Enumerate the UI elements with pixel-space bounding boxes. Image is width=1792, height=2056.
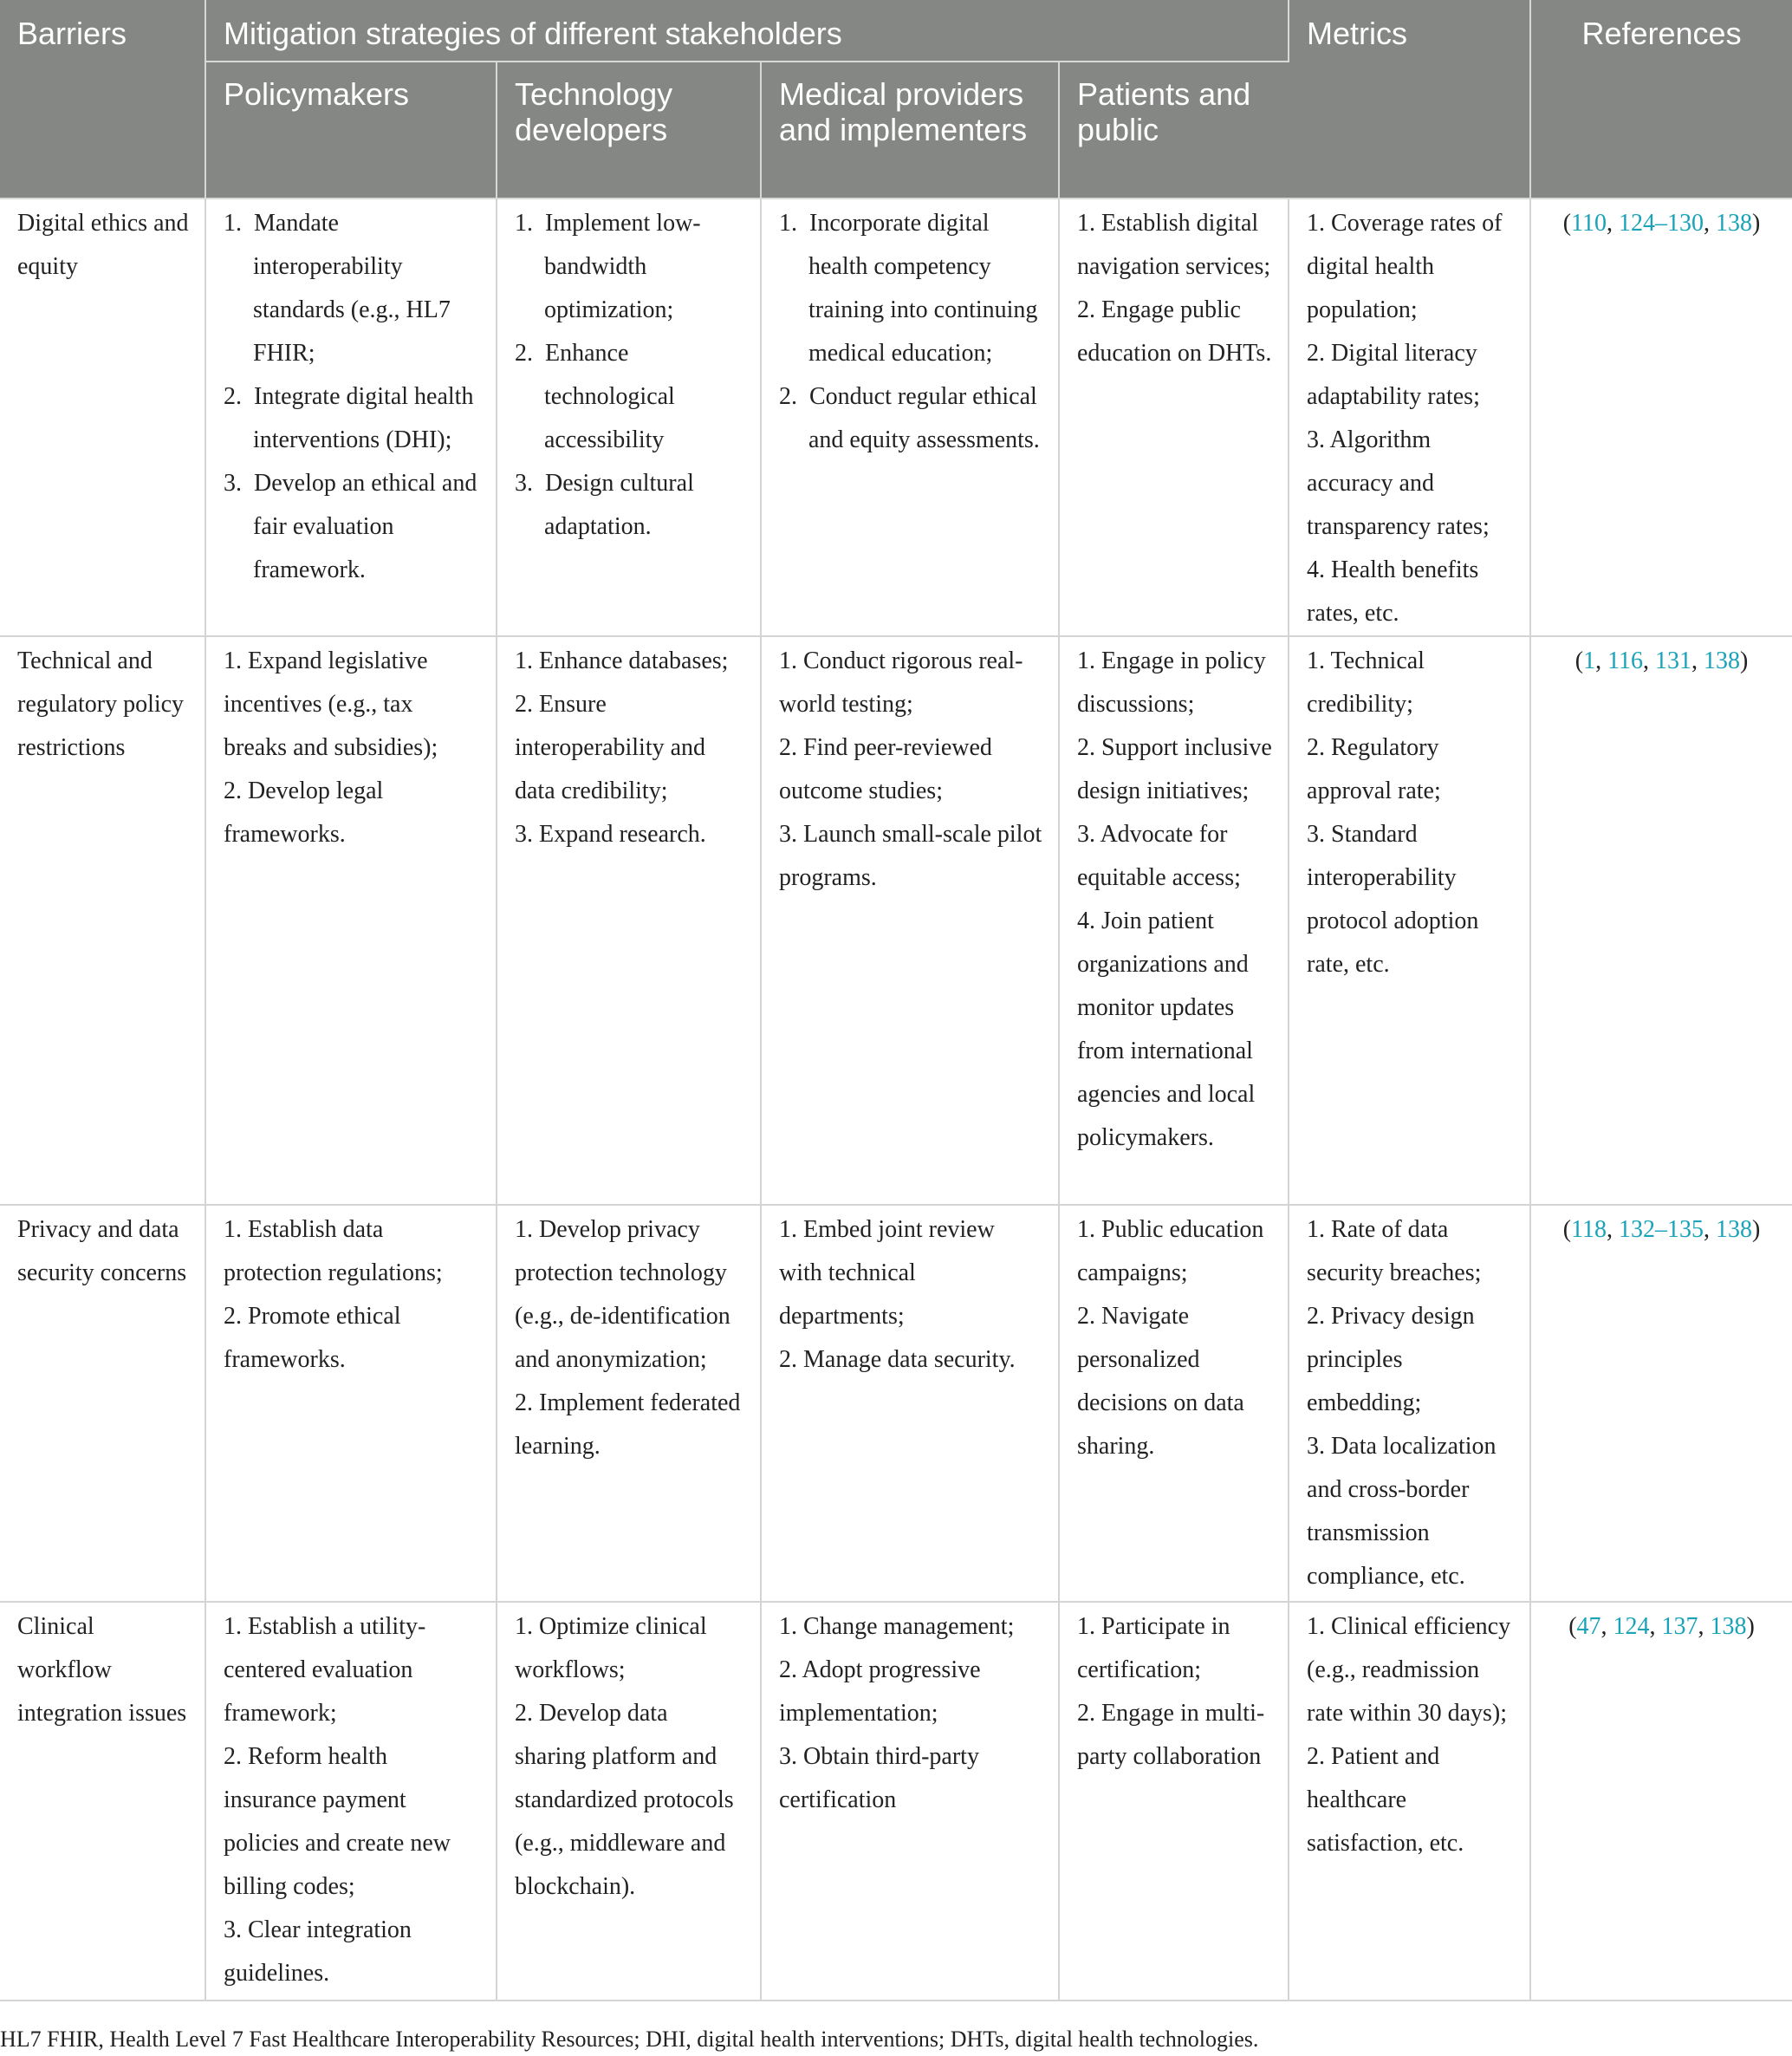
developers-list — [515, 1605, 744, 1909]
barrier-cell: Technical and regulatory policy restrictions — [0, 636, 205, 1205]
ref-separator: , — [1691, 647, 1704, 674]
patients-cell — [1059, 1205, 1289, 1602]
list-item: 2. Reform health insurance payment policies and create new billing codes; — [224, 1743, 451, 1900]
list-item: 1. Incorporate digital health competency training into continuing medical education; — [779, 210, 1038, 367]
policymakers-list — [224, 640, 480, 856]
developers-list — [515, 640, 744, 856]
ref-close-paren: ) — [1752, 1216, 1761, 1243]
list-item: 2. Adopt progressive implementation; — [779, 1656, 981, 1727]
ref-open-paren: ( — [1562, 1216, 1572, 1243]
list-item: 1. Expand legislative incentives (e.g., tax breaks and subsidies); — [224, 647, 438, 761]
list-item: 1. Mandate interoperability standards (e.g., HL7 FHIR; — [224, 210, 451, 367]
list-item: 2. Implement federated learning. — [515, 1389, 741, 1460]
references-cell — [1530, 636, 1792, 1205]
references-cell — [1530, 1602, 1792, 2001]
list-item: 2. Ensure interoperability and data credibility; — [515, 691, 706, 804]
list-item: 1. Clinical efficiency (e.g., readmission rate within 30 days); — [1307, 1613, 1511, 1727]
list-item: 1. Conduct rigorous real-world testing; — [779, 647, 1023, 718]
patients-list — [1077, 1208, 1272, 1468]
ref-separator: , — [1595, 647, 1608, 674]
list-item: 4. Join patient organizations and monitor updates from international agencies and local policymakers. — [1077, 908, 1256, 1151]
list-item: 3. Design cultural adaptation. — [515, 470, 694, 540]
list-item: 2. Develop data sharing platform and standardized protocols (e.g., middleware and blockchain). — [515, 1700, 734, 1900]
developers-list — [515, 1208, 744, 1468]
list-item: 2. Manage data security. — [779, 1346, 1016, 1373]
list-item: 2. Enhance technological accessibility — [515, 340, 675, 453]
developers-cell — [497, 1602, 761, 2001]
ref-separator: , — [1704, 1216, 1717, 1243]
references-cell — [1530, 1205, 1792, 1602]
list-item: 1. Embed joint review with technical departments; — [779, 1216, 995, 1330]
providers-cell — [761, 1205, 1059, 1602]
table-footnote: HL7 FHIR, Health Level 7 Fast Healthcare Interoperability Resources; DHI, digital health interventions; DHTs, digital health technologies. — [0, 2027, 1259, 2052]
table-header — [0, 0, 1792, 198]
metrics-list — [1307, 1208, 1514, 1598]
policymakers-cell — [205, 1602, 497, 2001]
header-mitigation-strategies: Mitigation strategies of different stakeholders — [205, 0, 1289, 62]
patients-list — [1077, 202, 1272, 375]
list-item: 1. Coverage rates of digital health population; — [1307, 210, 1503, 323]
list-item: 2. Integrate digital health interventions (DHI); — [224, 383, 474, 453]
ref-open-paren: ( — [1568, 1613, 1577, 1640]
list-item: 2. Regulatory approval rate; — [1307, 734, 1441, 804]
providers-list — [779, 640, 1042, 900]
developers-cell — [497, 1205, 761, 1602]
list-item: 3. Expand research. — [515, 821, 706, 848]
ref-close-paren: ) — [1740, 647, 1749, 674]
list-item: 1. Enhance databases; — [515, 647, 729, 674]
barrier-cell: Digital ethics and equity — [0, 198, 205, 636]
list-item: 2. Patient and healthcare satisfaction, etc. — [1307, 1743, 1464, 1857]
list-item: 1. Change management; — [779, 1613, 1015, 1640]
patients-cell — [1059, 636, 1289, 1205]
reference-link[interactable]: 47 — [1576, 1613, 1601, 1640]
ref-close-paren: ) — [1752, 210, 1761, 237]
ref-separator: , — [1649, 1613, 1662, 1640]
list-item: 3. Clear integration guidelines. — [224, 1916, 412, 1987]
metrics-cell — [1289, 636, 1530, 1205]
metrics-list — [1307, 202, 1514, 635]
ref-separator: , — [1600, 1613, 1613, 1640]
reference-link[interactable]: 124 — [1613, 1613, 1650, 1640]
list-item: 3. Advocate for equitable access; — [1077, 821, 1241, 891]
list-item: 1. Implement low-bandwidth optimization; — [515, 210, 701, 323]
policymakers-cell — [205, 198, 497, 636]
list-item: 1. Establish data protection regulations; — [224, 1216, 443, 1286]
reference-link[interactable]: 116 — [1607, 647, 1644, 674]
patients-cell — [1059, 1602, 1289, 2001]
table-row — [0, 1602, 1792, 2001]
list-item: 2. Support inclusive design initiatives; — [1077, 734, 1272, 804]
reference-link[interactable]: 138 — [1716, 210, 1753, 237]
reference-link[interactable]: 132–135 — [1619, 1216, 1704, 1243]
reference-link[interactable]: 138 — [1716, 1216, 1753, 1243]
developers-list — [515, 202, 744, 549]
table-row — [0, 1205, 1792, 1602]
list-item: 1. Public education campaigns; — [1077, 1216, 1264, 1286]
ref-separator: , — [1643, 647, 1656, 674]
list-item: 3. Standard interoperability protocol adoption rate, etc. — [1307, 821, 1479, 978]
list-item: 1. Engage in policy discussions; — [1077, 647, 1266, 718]
developers-cell — [497, 198, 761, 636]
providers-list — [779, 1208, 1042, 1382]
ref-separator: , — [1698, 1613, 1711, 1640]
header-barriers: Barriers — [0, 0, 205, 198]
list-item: 3. Obtain third-party certification — [779, 1743, 979, 1813]
metrics-cell — [1289, 1602, 1530, 2001]
reference-link[interactable]: 138 — [1704, 647, 1741, 674]
patients-cell — [1059, 198, 1289, 636]
metrics-list — [1307, 1605, 1514, 1865]
metrics-cell — [1289, 1205, 1530, 1602]
list-item: 3. Develop an ethical and fair evaluation framework. — [224, 470, 477, 583]
header-technology-developers: Technology developers — [497, 62, 761, 198]
table-row — [0, 198, 1792, 636]
header-patients-public: Patients and public — [1059, 62, 1289, 198]
list-item: 3. Algorithm accuracy and transparency rates; — [1307, 426, 1490, 540]
list-item: 2. Engage public education on DHTs. — [1077, 296, 1272, 367]
metrics-cell — [1289, 198, 1530, 636]
list-item: 1. Optimize clinical workflows; — [515, 1613, 707, 1683]
reference-link[interactable]: 138 — [1710, 1613, 1747, 1640]
table-body — [0, 198, 1792, 2001]
reference-link[interactable]: 137 — [1661, 1613, 1698, 1640]
patients-list — [1077, 640, 1272, 1160]
list-item: 1. Participate in certification; — [1077, 1613, 1230, 1683]
header-metrics: Metrics — [1289, 0, 1530, 198]
list-item: 3. Launch small-scale pilot programs. — [779, 821, 1042, 891]
list-item: 1. Develop privacy protection technology (e.g., de-identification and anonymization; — [515, 1216, 730, 1373]
ref-open-paren: ( — [1562, 210, 1572, 237]
list-item: 1. Technical credibility; — [1307, 647, 1425, 718]
patients-list — [1077, 1605, 1272, 1779]
list-item: 1. Rate of data security breaches; — [1307, 1216, 1482, 1286]
providers-list — [779, 202, 1042, 462]
list-item: 2. Find peer-reviewed outcome studies; — [779, 734, 992, 804]
reference-link[interactable]: 118 — [1571, 1216, 1607, 1243]
ref-separator: , — [1607, 1216, 1620, 1243]
reference-link[interactable]: 1 — [1583, 647, 1596, 674]
table-row — [0, 636, 1792, 1205]
metrics-list — [1307, 640, 1514, 986]
policymakers-list — [224, 1208, 480, 1382]
list-item: 2. Promote ethical frameworks. — [224, 1303, 401, 1373]
policymakers-cell — [205, 1205, 497, 1602]
references-cell — [1530, 198, 1792, 636]
developers-cell — [497, 636, 761, 1205]
list-item: 2. Digital literacy adaptability rates; — [1307, 340, 1480, 410]
ref-open-paren: ( — [1574, 647, 1584, 674]
providers-cell — [761, 1602, 1059, 2001]
list-item: 2. Conduct regular ethical and equity assessments. — [779, 383, 1040, 453]
reference-link[interactable]: 110 — [1571, 210, 1607, 237]
list-item: 1. Establish digital navigation services; — [1077, 210, 1271, 280]
reference-link[interactable]: 131 — [1655, 647, 1692, 674]
list-item: 2. Privacy design principles embedding; — [1307, 1303, 1475, 1416]
providers-list — [779, 1605, 1042, 1822]
barrier-cell: Clinical workflow integration issues — [0, 1602, 205, 2001]
header-references: References — [1530, 0, 1792, 198]
list-item: 1. Establish a utility-centered evaluation framework; — [224, 1613, 426, 1727]
barrier-cell: Privacy and data security concerns — [0, 1205, 205, 1602]
policymakers-list — [224, 202, 480, 592]
policymakers-list — [224, 1605, 480, 1995]
list-item: 2. Develop legal frameworks. — [224, 778, 384, 848]
list-item: 2. Engage in multi-party collaboration — [1077, 1700, 1265, 1770]
list-item: 3. Data localization and cross-border transmission compliance, etc. — [1307, 1433, 1497, 1590]
header-medical-providers: Medical providers and implementers — [761, 62, 1059, 198]
ref-separator: , — [1704, 210, 1717, 237]
providers-cell — [761, 198, 1059, 636]
list-item: 4. Health benefits rates, etc. — [1307, 556, 1479, 627]
policymakers-cell — [205, 636, 497, 1205]
ref-close-paren: ) — [1746, 1613, 1755, 1640]
header-policymakers: Policymakers — [205, 62, 497, 198]
list-item: 2. Navigate personalized decisions on data sharing. — [1077, 1303, 1244, 1460]
reference-link[interactable]: 124–130 — [1619, 210, 1704, 237]
ref-separator: , — [1607, 210, 1620, 237]
providers-cell — [761, 636, 1059, 1205]
